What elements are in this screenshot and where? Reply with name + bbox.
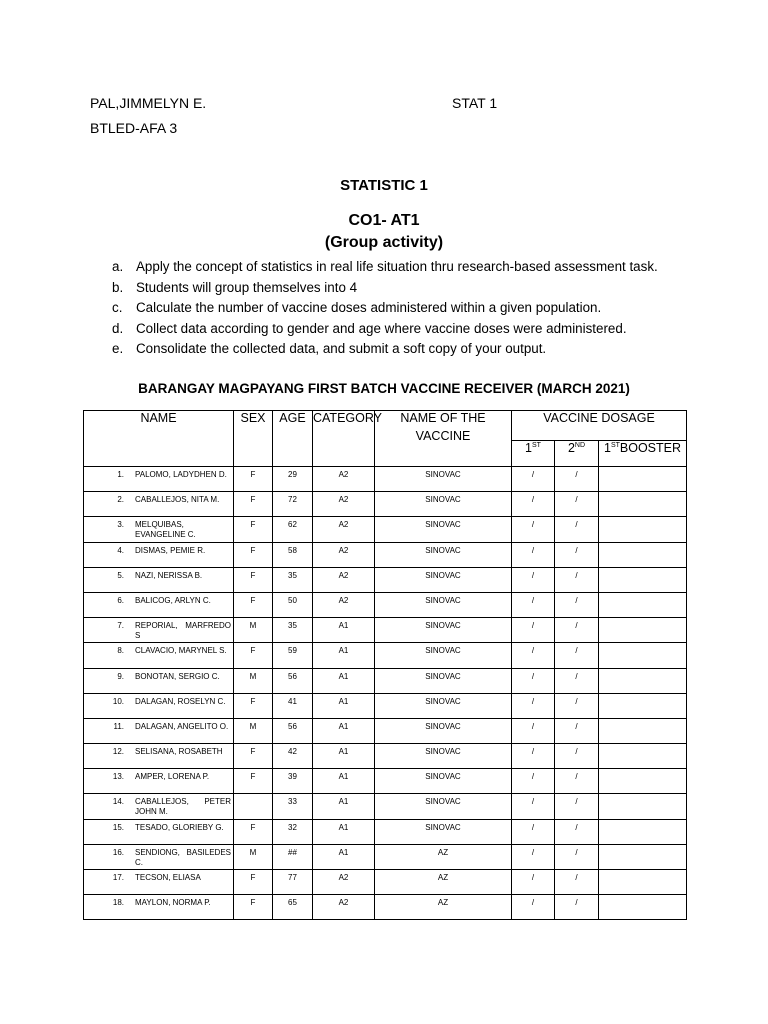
row-number: 13. [112, 772, 124, 782]
cell-age: 56 [273, 668, 313, 693]
cell-age: 56 [273, 718, 313, 743]
cell-category: A1 [313, 744, 375, 769]
table-row [84, 794, 687, 819]
vaccine-receiver-table [83, 410, 687, 920]
cell-name [84, 517, 234, 542]
cell-d2: / [555, 870, 599, 895]
cell-d2: / [555, 592, 599, 617]
cell-sex: F [234, 542, 273, 567]
cell-sex: F [234, 693, 273, 718]
row-number: 1. [117, 470, 124, 479]
cell-d1: / [512, 618, 555, 643]
cell-category: A1 [313, 618, 375, 643]
cell-d1: / [512, 794, 555, 819]
cell-name [84, 769, 234, 794]
row-number: 2. [117, 495, 124, 505]
cell-d2: / [555, 668, 599, 693]
cell-booster [599, 819, 687, 844]
table-body [84, 467, 687, 920]
cell-sex: F [234, 517, 273, 542]
cell-age: 42 [273, 744, 313, 769]
cell-name [84, 794, 234, 819]
recipient-name: CABALLEJOS, PETER JOHN M. [135, 797, 231, 817]
row-number: 6. [117, 595, 124, 605]
cell-name [84, 895, 234, 920]
cell-category: A1 [313, 668, 375, 693]
cell-d1: / [512, 592, 555, 617]
table-row [84, 819, 687, 844]
objective-item: d. Collect data according to gender and age where vaccine doses were administered. [112, 320, 627, 336]
table-row [84, 567, 687, 592]
cell-category: A1 [313, 794, 375, 819]
cell-booster [599, 618, 687, 643]
cell-sex: M [234, 618, 273, 643]
recipient-name: NAZI, NERISSA B. [135, 570, 203, 580]
cell-d2: / [555, 618, 599, 643]
cell-age: 29 [273, 467, 313, 492]
table-row [84, 693, 687, 718]
cell-category: A2 [313, 467, 375, 492]
cell-age: 62 [273, 517, 313, 542]
cell-booster [599, 870, 687, 895]
cell-sex: F [234, 592, 273, 617]
cell-d1: / [512, 542, 555, 567]
cell-name [84, 467, 234, 492]
cell-age: ## [273, 844, 313, 869]
cell-vaccine: SINOVAC [375, 643, 512, 668]
activity-type: (Group activity) [324, 234, 444, 251]
cell-category: A2 [313, 592, 375, 617]
cell-d1: / [512, 492, 555, 517]
cell-age: 65 [273, 895, 313, 920]
cell-sex: F [234, 895, 273, 920]
table-row [84, 718, 687, 743]
cell-d1: / [512, 643, 555, 668]
cell-d1: / [512, 693, 555, 718]
table-row [84, 467, 687, 492]
cell-category: A1 [313, 643, 375, 668]
cell-category: A1 [313, 693, 375, 718]
document-title: STATISTIC 1 [340, 177, 428, 194]
table-row [84, 769, 687, 794]
cell-name [84, 668, 234, 693]
cell-sex: M [234, 718, 273, 743]
header-dose-1: 1ST [512, 441, 555, 467]
cell-age: 58 [273, 542, 313, 567]
recipient-name: DALAGAN, ROSELYN C. [135, 696, 226, 706]
recipient-name: MAYLON, NORMA P. [135, 898, 211, 908]
cell-d2: / [555, 643, 599, 668]
row-number: 9. [117, 671, 124, 681]
cell-d1: / [512, 467, 555, 492]
cell-booster [599, 794, 687, 819]
cell-sex [234, 794, 273, 819]
cell-age: 35 [273, 618, 313, 643]
header-name: NAME [84, 411, 234, 467]
cell-age: 41 [273, 693, 313, 718]
objective-item: e. Consolidate the collected data, and submit a soft copy of your output. [112, 341, 547, 357]
cell-name [84, 567, 234, 592]
cell-d2: / [555, 844, 599, 869]
cell-category: A2 [313, 567, 375, 592]
cell-booster [599, 769, 687, 794]
table-row [84, 668, 687, 693]
cell-vaccine: AZ [375, 895, 512, 920]
cell-sex: F [234, 643, 273, 668]
recipient-name: DISMAS, PEMIE R. [135, 545, 206, 555]
cell-booster [599, 542, 687, 567]
cell-d1: / [512, 895, 555, 920]
recipient-name: REPORIAL, MARFREDO S [135, 621, 231, 641]
recipient-name: MELQUIBAS, EVANGELINE C. [135, 520, 196, 540]
cell-booster [599, 643, 687, 668]
cell-age: 59 [273, 643, 313, 668]
cell-category: A1 [313, 769, 375, 794]
cell-d2: / [555, 819, 599, 844]
cell-sex: M [234, 668, 273, 693]
cell-name [84, 492, 234, 517]
row-number: 8. [117, 646, 124, 656]
recipient-name: TESADO, GLORIEBY G. [135, 822, 224, 832]
cell-booster [599, 895, 687, 920]
row-number: 14. [112, 797, 124, 807]
row-number: 10. [112, 696, 124, 706]
cell-category: A1 [313, 844, 375, 869]
recipient-name: CABALLEJOS, NITA M. [135, 495, 220, 505]
cell-d2: / [555, 895, 599, 920]
cell-name [84, 718, 234, 743]
cell-d2: / [555, 567, 599, 592]
cell-category: A2 [313, 542, 375, 567]
cell-vaccine: SINOVAC [375, 567, 512, 592]
table-row [84, 870, 687, 895]
cell-sex: F [234, 819, 273, 844]
cell-booster [599, 467, 687, 492]
row-number: 5. [117, 570, 124, 580]
cell-booster [599, 668, 687, 693]
objective-item: b. Students will group themselves into 4 [112, 279, 358, 295]
activity-code: CO1- AT1 [348, 212, 420, 229]
cell-booster [599, 517, 687, 542]
cell-vaccine: SINOVAC [375, 819, 512, 844]
cell-booster [599, 567, 687, 592]
recipient-name: TECSON, ELIASA [135, 873, 201, 882]
cell-d1: / [512, 870, 555, 895]
cell-name [84, 693, 234, 718]
cell-booster [599, 718, 687, 743]
student-section: BTLED-AFA 3 [90, 120, 178, 136]
cell-category: A2 [313, 895, 375, 920]
header-category: CATEGORY [313, 411, 375, 467]
table-row [84, 492, 687, 517]
cell-d1: / [512, 819, 555, 844]
cell-vaccine: SINOVAC [375, 794, 512, 819]
cell-sex: F [234, 567, 273, 592]
table-title: BARANGAY MAGPAYANG FIRST BATCH VACCINE RECEIVER (MARCH 2021) [138, 381, 630, 396]
cell-name [84, 643, 234, 668]
cell-vaccine: AZ [375, 844, 512, 869]
recipient-name: BONOTAN, SERGIO C. [135, 671, 220, 681]
cell-d2: / [555, 794, 599, 819]
header-dose-2: 2ND [555, 441, 599, 467]
cell-sex: F [234, 870, 273, 895]
cell-sex: F [234, 769, 273, 794]
table-row [84, 643, 687, 668]
cell-d2: / [555, 693, 599, 718]
row-number: 12. [112, 747, 124, 757]
cell-age: 32 [273, 819, 313, 844]
cell-age: 35 [273, 567, 313, 592]
recipient-name: SENDIONG, BASILEDES C. [135, 847, 231, 867]
cell-d1: / [512, 517, 555, 542]
cell-vaccine: SINOVAC [375, 517, 512, 542]
header-sex: SEX [234, 411, 273, 467]
cell-name [84, 744, 234, 769]
row-number: 11. [113, 721, 124, 731]
row-number: 15. [112, 822, 124, 832]
objective-item: a. Apply the concept of statistics in real life situation thru research-based assessment task. [112, 259, 658, 274]
cell-d1: / [512, 668, 555, 693]
cell-vaccine: SINOVAC [375, 718, 512, 743]
header-vaccine-name: NAME OF THE VACCINE [375, 411, 512, 467]
cell-booster [599, 592, 687, 617]
cell-category: A2 [313, 517, 375, 542]
cell-booster [599, 693, 687, 718]
recipient-name: DALAGAN, ANGELITO O. [135, 721, 229, 731]
cell-vaccine: SINOVAC [375, 542, 512, 567]
cell-sex: F [234, 744, 273, 769]
cell-vaccine: SINOVAC [375, 668, 512, 693]
table-row [84, 542, 687, 567]
cell-vaccine: SINOVAC [375, 618, 512, 643]
recipient-name: PALOMO, LADYDHEN D. [135, 470, 227, 479]
cell-age: 33 [273, 794, 313, 819]
cell-booster [599, 492, 687, 517]
cell-d1: / [512, 844, 555, 869]
cell-d2: / [555, 467, 599, 492]
subject-code: STAT 1 [452, 95, 498, 111]
table-row [84, 592, 687, 617]
cell-vaccine: SINOVAC [375, 693, 512, 718]
cell-d1: / [512, 567, 555, 592]
row-number: 3. [117, 520, 124, 530]
cell-sex: M [234, 844, 273, 869]
cell-d2: / [555, 542, 599, 567]
cell-d2: / [555, 718, 599, 743]
cell-d1: / [512, 769, 555, 794]
cell-category: A1 [313, 718, 375, 743]
cell-vaccine: SINOVAC [375, 769, 512, 794]
cell-d1: / [512, 744, 555, 769]
cell-category: A1 [313, 819, 375, 844]
table-row [84, 895, 687, 920]
row-number: 17. [112, 873, 124, 882]
cell-name [84, 542, 234, 567]
cell-d1: / [512, 718, 555, 743]
cell-vaccine: AZ [375, 870, 512, 895]
cell-category: A2 [313, 870, 375, 895]
cell-d2: / [555, 517, 599, 542]
cell-name [84, 592, 234, 617]
row-number: 7. [117, 621, 124, 631]
table-row [84, 844, 687, 869]
cell-sex: F [234, 492, 273, 517]
table-row [84, 744, 687, 769]
cell-d2: / [555, 769, 599, 794]
recipient-name: CLAVACIO, MARYNEL S. [135, 646, 227, 656]
cell-vaccine: SINOVAC [375, 744, 512, 769]
cell-vaccine: SINOVAC [375, 492, 512, 517]
table-row [84, 618, 687, 643]
student-name: PAL,JIMMELYN E. [90, 95, 207, 111]
cell-name [84, 819, 234, 844]
cell-name [84, 870, 234, 895]
cell-name [84, 618, 234, 643]
table-row [84, 517, 687, 542]
objective-item: c. Calculate the number of vaccine doses administered within a given population. [112, 300, 602, 316]
header-booster: 1STBOOSTER [599, 441, 687, 467]
cell-d2: / [555, 744, 599, 769]
row-number: 16. [112, 847, 124, 857]
cell-age: 77 [273, 870, 313, 895]
cell-vaccine: SINOVAC [375, 592, 512, 617]
recipient-name: AMPER, LORENA P. [135, 772, 210, 782]
cell-name [84, 844, 234, 869]
row-number: 18. [112, 898, 124, 908]
row-number: 4. [117, 545, 124, 555]
cell-sex: F [234, 467, 273, 492]
cell-vaccine: SINOVAC [375, 467, 512, 492]
cell-age: 39 [273, 769, 313, 794]
cell-booster [599, 744, 687, 769]
recipient-name: BALICOG, ARLYN C. [135, 595, 211, 605]
header-vaccine-dosage: VACCINE DOSAGE [512, 411, 687, 441]
cell-age: 72 [273, 492, 313, 517]
cell-d2: / [555, 492, 599, 517]
cell-booster [599, 844, 687, 869]
header-age: AGE [273, 411, 313, 467]
cell-category: A2 [313, 492, 375, 517]
recipient-name: SELISANA, ROSABETH [135, 747, 223, 757]
objectives-list [112, 257, 712, 360]
cell-age: 50 [273, 592, 313, 617]
